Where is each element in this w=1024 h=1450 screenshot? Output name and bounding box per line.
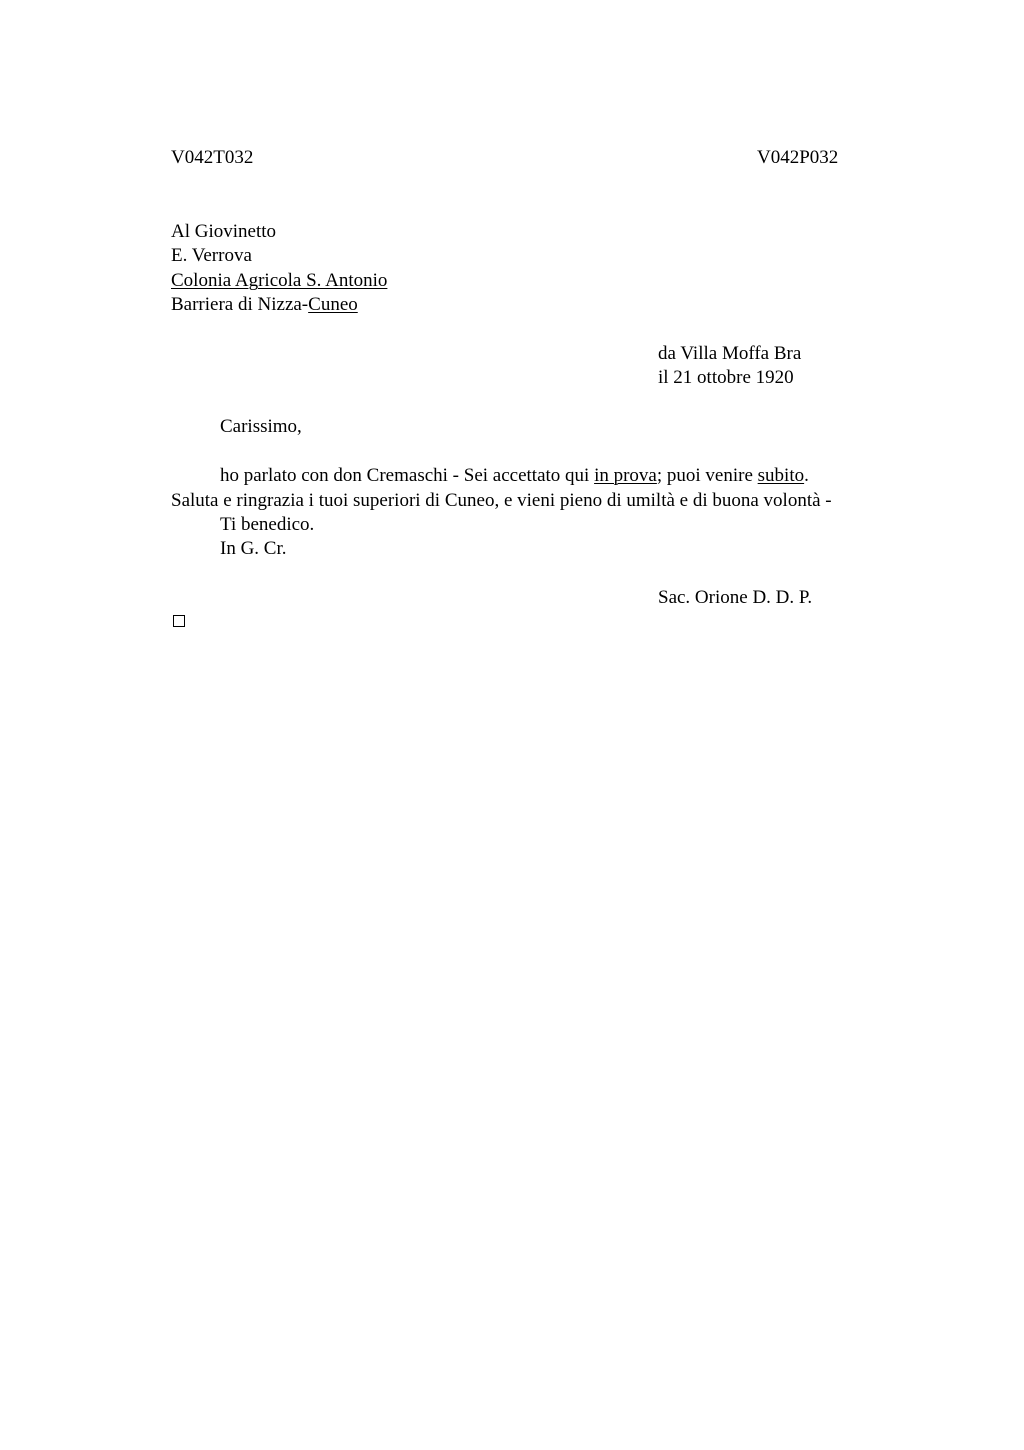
body-text-segment: . — [804, 465, 809, 486]
address-institution-text: Colonia Agricola S. Antonio — [171, 270, 388, 291]
body-text-segment: ; puoi venire — [656, 465, 758, 486]
body-paragraph-line-1 — [220, 464, 809, 488]
checkbox-square-icon — [173, 615, 185, 627]
address-recipient-title: Al Giovinetto — [171, 221, 277, 242]
body-closing: In G. Cr. — [220, 538, 287, 559]
address-location — [171, 293, 358, 317]
document-code-right: V042P032 — [757, 147, 839, 168]
salutation: Carissimo, — [220, 416, 302, 437]
address-institution — [171, 269, 387, 293]
body-underlined-in-prova: in prova — [594, 465, 657, 486]
body-blessing: Ti benedico. — [220, 514, 315, 535]
address-recipient-name: E. Verrova — [171, 245, 252, 266]
signature: Sac. Orione D. D. P. — [658, 587, 813, 608]
body-paragraph-line-2: Saluta e ringrazia i tuoi superiori di Cuneo, e vieni pieno di umiltà e di buona volontà - — [171, 490, 832, 511]
dateline-date: il 21 ottobre 1920 — [658, 367, 794, 388]
address-location-city: Cuneo — [308, 294, 358, 315]
document-code-left: V042T032 — [171, 147, 254, 168]
dateline-place: da Villa Moffa Bra — [658, 343, 802, 364]
body-underlined-subito: subito — [757, 465, 805, 486]
address-location-prefix: Barriera di Nizza- — [171, 294, 309, 315]
body-text-segment: ho parlato con don Cremaschi - Sei accettato qui — [220, 465, 595, 486]
